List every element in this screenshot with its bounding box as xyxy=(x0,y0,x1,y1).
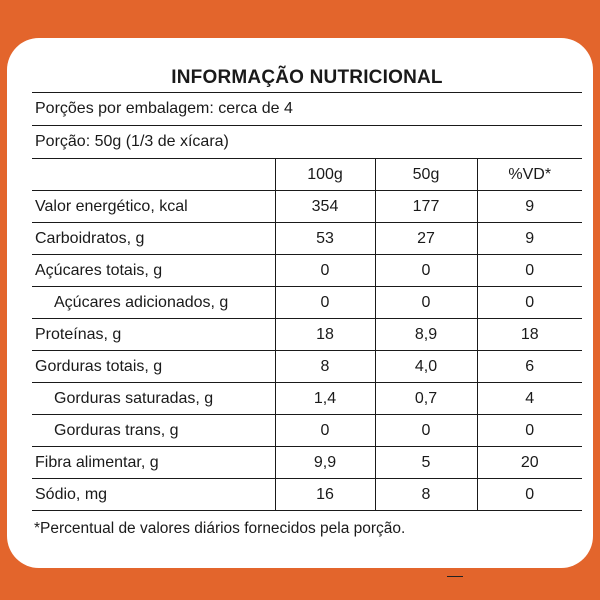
table-row xyxy=(32,351,582,383)
nutrition-card xyxy=(7,38,593,568)
value-vd: 6 xyxy=(477,351,582,383)
value-50g: 5 xyxy=(375,447,477,479)
nutrient-name: Sódio, mg xyxy=(32,479,275,511)
table-row xyxy=(32,191,582,223)
value-50g: 0 xyxy=(375,415,477,447)
value-50g: 4,0 xyxy=(375,351,477,383)
value-50g: 177 xyxy=(375,191,477,223)
value-vd: 20 xyxy=(477,447,582,479)
value-100g: 0 xyxy=(275,287,375,319)
value-100g: 0 xyxy=(275,255,375,287)
table-header-row xyxy=(32,159,582,191)
label-title: INFORMAÇÃO NUTRICIONAL xyxy=(171,67,443,88)
value-50g: 8 xyxy=(375,479,477,511)
value-100g: 1,4 xyxy=(275,383,375,415)
value-100g: 53 xyxy=(275,223,375,255)
value-50g: 27 xyxy=(375,223,477,255)
decorative-dash xyxy=(447,576,463,577)
value-100g: 0 xyxy=(275,415,375,447)
value-100g: 354 xyxy=(275,191,375,223)
value-vd: 9 xyxy=(477,223,582,255)
header-vd: %VD* xyxy=(477,159,582,191)
nutrient-name: Carboidratos, g xyxy=(32,223,275,255)
table-row xyxy=(32,255,582,287)
nutrition-table xyxy=(32,158,582,511)
value-vd: 0 xyxy=(477,255,582,287)
table-row xyxy=(32,287,582,319)
value-100g: 9,9 xyxy=(275,447,375,479)
value-vd: 4 xyxy=(477,383,582,415)
value-vd: 18 xyxy=(477,319,582,351)
nutrient-name: Gorduras totais, g xyxy=(32,351,275,383)
nutrient-name: Proteínas, g xyxy=(32,319,275,351)
servings-per-package: Porções por embalagem: cerca de 4 xyxy=(32,92,582,125)
value-100g: 16 xyxy=(275,479,375,511)
value-50g: 0 xyxy=(375,255,477,287)
header-50g: 50g xyxy=(375,159,477,191)
table-row xyxy=(32,319,582,351)
value-vd: 0 xyxy=(477,287,582,319)
value-50g: 8,9 xyxy=(375,319,477,351)
header-100g: 100g xyxy=(275,159,375,191)
nutrient-name: Açúcares adicionados, g xyxy=(32,287,275,319)
table-row xyxy=(32,479,582,511)
value-vd: 0 xyxy=(477,415,582,447)
footnote: *Percentual de valores diários fornecidos pela porção. xyxy=(34,520,406,537)
value-50g: 0,7 xyxy=(375,383,477,415)
nutrient-name: Valor energético, kcal xyxy=(32,191,275,223)
table-row xyxy=(32,223,582,255)
table-row xyxy=(32,383,582,415)
serving-size: Porção: 50g (1/3 de xícara) xyxy=(32,125,582,158)
value-vd: 9 xyxy=(477,191,582,223)
value-100g: 8 xyxy=(275,351,375,383)
header-nutrient xyxy=(32,159,275,191)
nutrient-name: Açúcares totais, g xyxy=(32,255,275,287)
nutrient-name: Gorduras saturadas, g xyxy=(32,383,275,415)
value-100g: 18 xyxy=(275,319,375,351)
value-50g: 0 xyxy=(375,287,477,319)
value-vd: 0 xyxy=(477,479,582,511)
nutrient-name: Fibra alimentar, g xyxy=(32,447,275,479)
table-row xyxy=(32,415,582,447)
table-row xyxy=(32,447,582,479)
nutrition-facts-label xyxy=(32,52,582,545)
nutrient-name: Gorduras trans, g xyxy=(32,415,275,447)
